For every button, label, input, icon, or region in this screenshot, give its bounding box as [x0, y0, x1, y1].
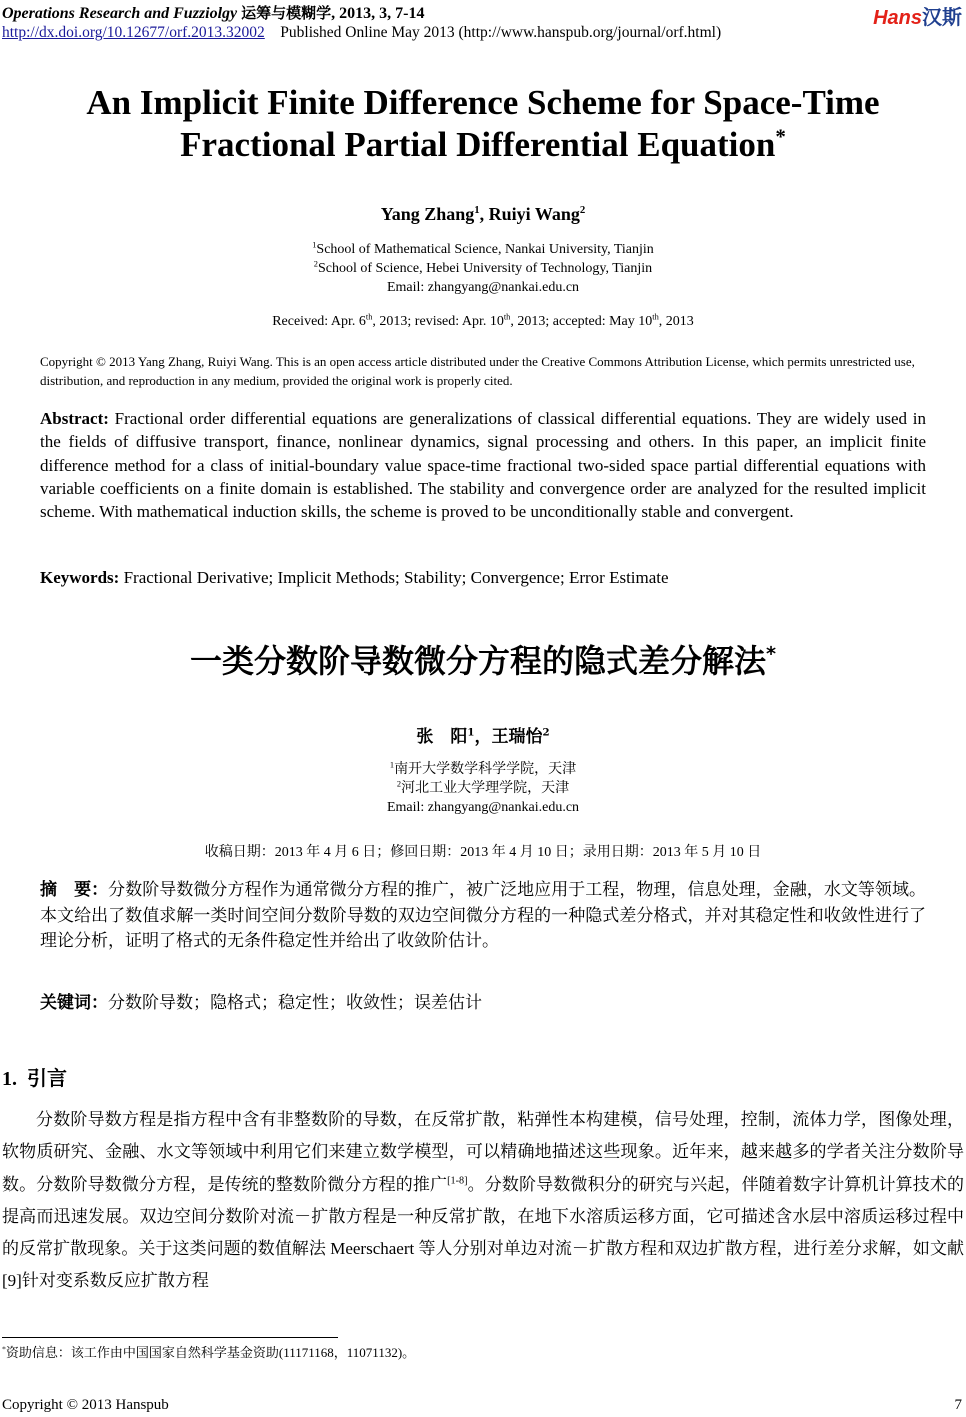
affiliation-text: 河北工业大学理学院，天津: [401, 781, 570, 796]
footnote-mark: *: [2, 1344, 6, 1354]
author-sup: 1: [467, 726, 475, 739]
abstract-text: Fractional order differential equations are generalizations of classical differential equations. They are widely used in the fields of diffusive transport, finance, nonlinear dynamics, signal processing and others. In this paper, an implicit finite difference method for a class of initial-boundary value space-time fractional two-sided space partial differential equations with variable coefficients on a finite domain is established. The stability and convergence order are analyzed for the resulted implicit scheme. With mathematical induction skills, the scheme is proved to be unconditionally stable and convergent.: [40, 409, 926, 522]
abstract-cn-text: 分数阶导数微分方程作为通常微分方程的推广，被广泛地应用于工程，物理，信息处理，金融，水文等领域。本文给出了数值求解一类时间空间分数阶导数的双边空间微分方程的一种隐式差分格式，并对其稳定性和收敛性进行了理论分析，证明了格式的无条件稳定性并给出了收敛阶估计。: [40, 880, 927, 950]
title-cn-text: 一类分数阶导数微分方程的隐式差分解法: [189, 642, 766, 680]
affiliation-text: 南开大学数学科学学院，天津: [394, 762, 577, 777]
accepted-date: , 2013; accepted: May 10: [510, 314, 653, 329]
published-online: Published Online May 2013 (http://www.hanspub.org/journal/orf.html): [280, 24, 722, 41]
authors-cn: [0, 722, 966, 747]
affiliations-en: [0, 240, 966, 297]
footnote-text: 资助信息：该工作由中国国家自然科学基金资助(11171168，11071132)。: [5, 1345, 416, 1360]
abstract-cn: [40, 877, 926, 953]
citation-ref[interactable]: [1-8]: [447, 1174, 468, 1186]
revised-date: , 2013; revised: Apr. 10: [372, 314, 504, 329]
author-name: Ruiyi Wang: [488, 204, 580, 224]
affiliation: [0, 259, 966, 278]
author-sup: 2: [579, 204, 586, 216]
affiliation: [0, 240, 966, 259]
author-sup: 2: [542, 726, 550, 739]
hans-logo: [873, 1, 962, 30]
keywords-cn-text: 分数阶导数；隐格式；稳定性；收敛性；误差估计: [108, 993, 482, 1012]
ordinal-sup: th: [365, 312, 373, 322]
page-number: 7: [954, 1397, 962, 1413]
affiliation-sup: 2: [313, 259, 318, 269]
title-footnote-mark: *: [775, 124, 786, 149]
copyright-license: Copyright © 2013 Yang Zhang, Ruiyi Wang. This is an open access article distributed under the Creative Commons Attribution License, which permits unrestricted use, distribution, and reproduction in any medium, provided the original work is properly cited.: [40, 354, 915, 388]
footnote-divider: [2, 1337, 338, 1338]
keywords-en: [40, 568, 669, 588]
abstract-label: Abstract:: [40, 409, 109, 428]
footnote: [2, 1342, 415, 1361]
abstract-cn-label: 摘 要：: [40, 880, 109, 900]
author-separator: ,: [479, 204, 489, 224]
affiliation-sup: 2: [396, 779, 402, 789]
journal-header: [2, 2, 424, 23]
author-name: 王瑞怡: [491, 727, 543, 747]
footer-copyright: Copyright © 2013 Hanspub: [2, 1397, 169, 1413]
dates-en: [0, 314, 966, 330]
keywords-label: Keywords:: [40, 568, 120, 587]
affiliation-text: School of Science, Hebei University of Technology, Tianjin: [317, 261, 653, 276]
journal-citation: , 2013, 3, 7-14: [331, 5, 425, 22]
abstract-en: [40, 407, 926, 523]
affiliation-text: School of Mathematical Science, Nankai University, Tianjin: [316, 242, 654, 257]
author-name: 张 阳: [416, 727, 468, 747]
author-separator: ，: [474, 727, 492, 747]
received-date: Received: Apr. 6: [272, 314, 366, 329]
section-heading: 1. 引言: [2, 1068, 67, 1090]
doi-link[interactable]: http://dx.doi.org/10.12677/orf.2013.32002: [2, 24, 265, 41]
email-cn: Email: zhangyang@nankai.edu.cn: [386, 800, 580, 815]
affiliation-sup: 1: [312, 240, 317, 250]
ordinal-sup: th: [503, 312, 511, 322]
paper-title-en: [0, 82, 966, 166]
keywords-cn-label: 关键词：: [40, 993, 108, 1013]
logo-text-cn: 汉斯: [922, 7, 962, 29]
keywords-cn: [40, 988, 482, 1013]
intro-text-part2: 。分数阶导数微积分的研究与兴起，伴随着数字计算机计算技术的提高而迅速发展。双边空间分数阶对流－扩散方程是一种反常扩散，在地下水溶质运移方面，它可描述含水层中溶质运移过程中的反常扩散现象。关于这类问题的数值解法 Meerschaert 等人分别对单边对流－扩散方程和双边扩散方程，进行差分求解，如文献[9]针对变系数反应扩散方程: [2, 1174, 965, 1291]
affiliation: [0, 779, 966, 798]
ordinal-sup: th: [652, 312, 659, 322]
author-sup: 1: [474, 204, 480, 216]
journal-name-en: Operations Research and Fuzziolgy: [2, 5, 238, 22]
affiliation: [0, 760, 966, 779]
doi-line: [2, 24, 721, 42]
intro-paragraph: [2, 1104, 964, 1298]
journal-name-cn: 运筹与模糊学: [241, 4, 332, 22]
intro-text-part1: 分数阶导数方程是指方程中含有非整数阶的导数，在反常扩散，粘弹性本构建模，信号处理，控制，流体力学，图像处理，软物质研究、金融、水文等领域中利用它们来建立数学模型，可以精确地描述这些现象。近年来，越来越多的学者关注分数阶导数。分数阶导数微分方程，是传统的整数阶微分方程的推广: [2, 1110, 964, 1194]
logo-text-en: Hans: [873, 7, 922, 29]
email-en: Email: zhangyang@nankai.edu.cn: [386, 280, 580, 295]
dates-cn: 收稿日期：2013 年 4 月 6 日；修回日期：2013 年 4 月 10 日；录用日期：2013 年 5 月 10 日: [204, 845, 762, 860]
title-line-2: Fractional Partial Differential Equation: [180, 125, 776, 164]
affiliations-cn: [0, 760, 966, 817]
affiliation-sup: 1: [389, 760, 395, 770]
keywords-text: Fractional Derivative; Implicit Methods; Stability; Convergence; Error Estimate: [123, 568, 669, 587]
title-line-1: An Implicit Finite Difference Scheme for Space-Time: [86, 83, 880, 122]
author-name: Yang Zhang: [380, 204, 475, 224]
authors-en: [0, 204, 966, 225]
paper-title-cn: [0, 636, 966, 682]
date-year: , 2013: [658, 314, 694, 329]
title-cn-mark: *: [765, 642, 777, 666]
